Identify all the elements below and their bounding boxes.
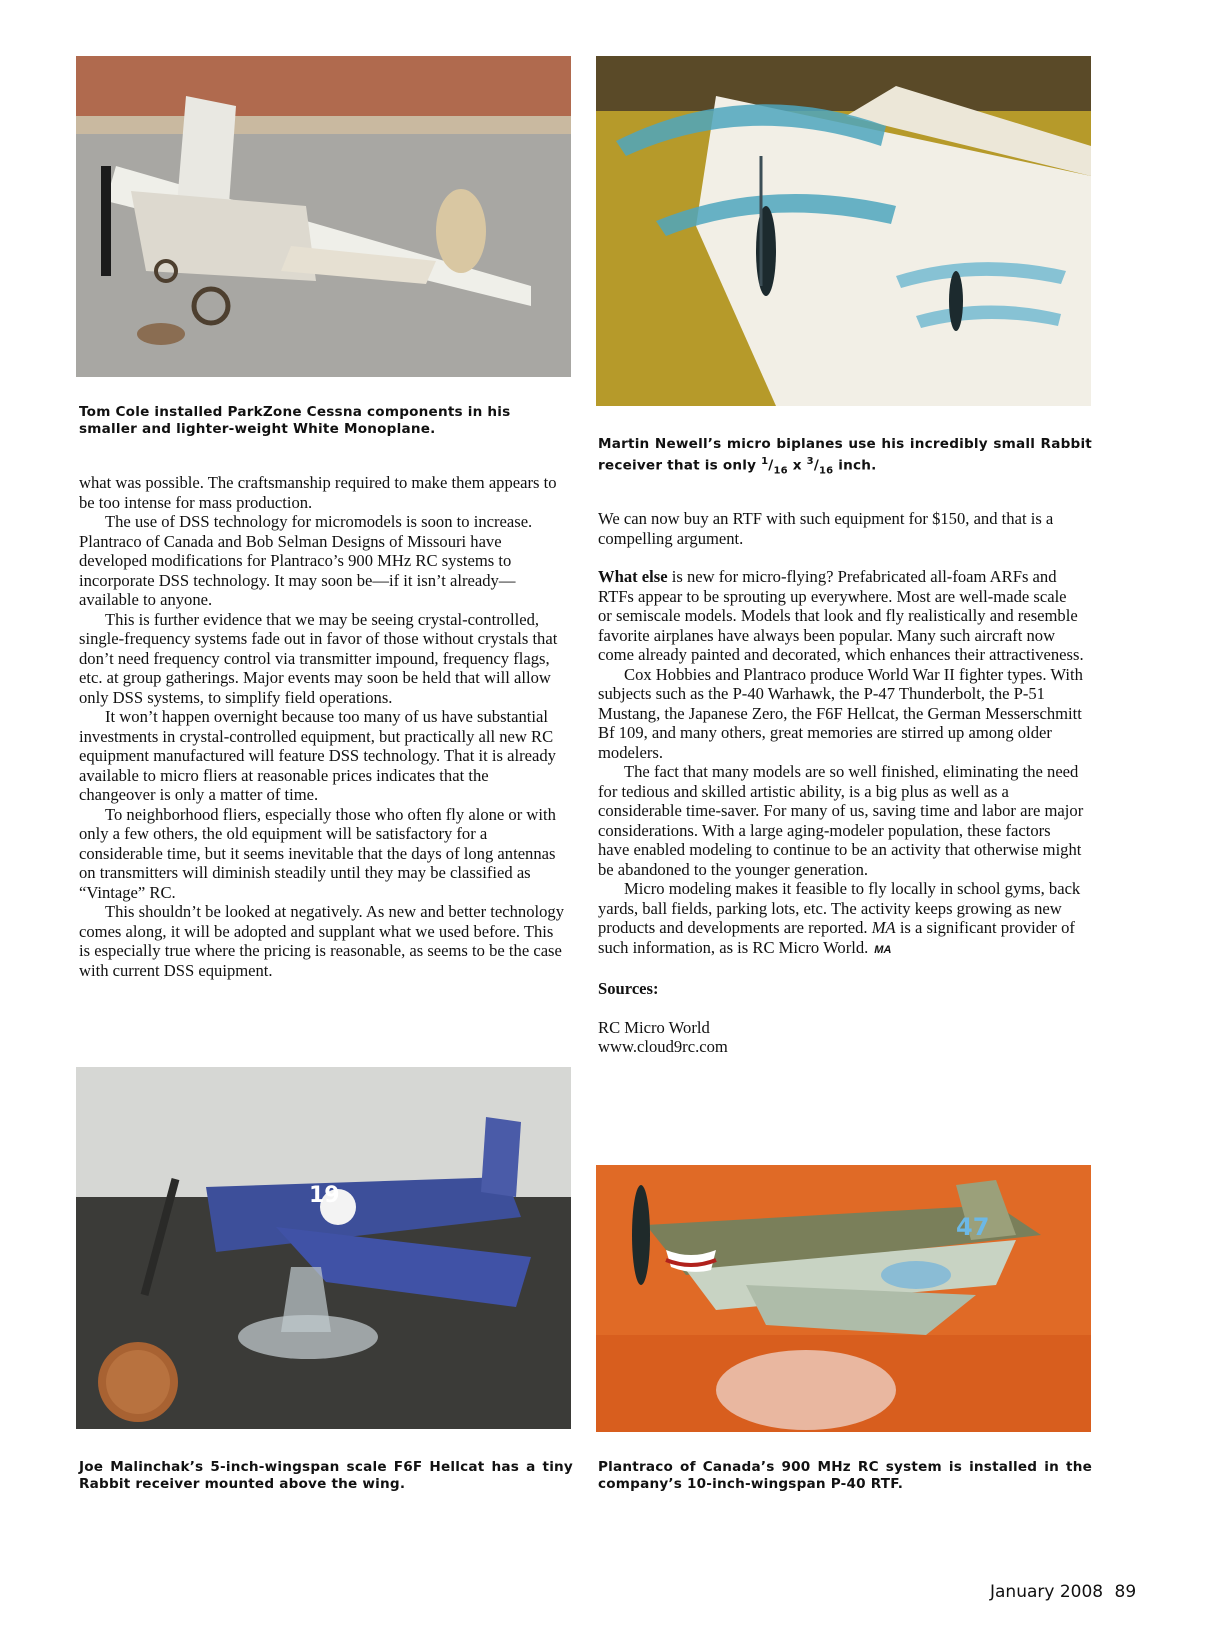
page-footer <box>990 1582 1136 1602</box>
left-para-1: what was possible. The craftsmanship required to make them appears to be too intense for mass production. <box>79 473 557 512</box>
f6f-hellcat-image <box>76 1067 571 1429</box>
caption-p40 <box>598 1459 1092 1493</box>
caption-f6f-hellcat-text: Joe Malinchak’s 5-inch-wingspan scale F6F Hellcat has a tiny Rabbit receiver mounted above the wing. <box>79 1459 573 1492</box>
right-para-5-a: Micro modeling makes it feasible to fly locally in school gyms, back yards, ball fields, parking lots, etc. The activity keeps growing as new products and developments are reported. <box>598 879 1081 937</box>
right-para-5-ma: MA <box>871 918 896 937</box>
photo-white-monoplane <box>76 56 571 377</box>
fraction-multiply: x <box>792 457 802 474</box>
left-para-2: The use of DSS technology for micromodels is soon to increase. Plantraco of Canada and Bob Selman Designs of Missouri have developed modifications for Plantraco’s 900 MHz RC systems to incorporate DSS technology. It may soon be—if it isn’t already—available to anyone. <box>79 512 533 609</box>
source-item-1: RC Micro World <box>598 1017 710 1037</box>
right-column <box>598 509 1084 1057</box>
page-number: 89 <box>1114 1582 1137 1602</box>
fraction-numerator-1: 1 <box>761 456 769 467</box>
right-para-5 <box>598 879 1084 960</box>
fraction-denominator-1: 16 <box>773 465 788 477</box>
right-para-3: Cox Hobbies and Plantraco produce World War II fighter types. With subjects such as the P-40 Warhawk, the P-47 Thunderbolt, the P-51 Mustang, the Japanese Zero, the F6F Hellcat, the German Messerschmitt Bf 109, and many others, great memories are stirred up among older modelers. <box>598 664 1083 762</box>
caption-f6f-hellcat <box>79 1459 573 1493</box>
end-mark-ma: MA <box>874 943 892 956</box>
right-para-5-b: is a significant provider of such information, as is RC Micro World. <box>598 918 1075 957</box>
caption-micro-biplanes: Martin Newell’s micro biplanes use his incredibly small Rabbit receiver that is only $^1/_{16}$ x $^3/_{16}$ inch. <box>598 436 1092 477</box>
right-para-4: The fact that many models are so well finished, eliminating the need for tedious and skilled artistic ability, is a big plus as well as a considerable time-saver. For many of us, saving time and labor are major considerations. With a large aging-modeler population, these factors have enabled modeling to continue to be an activity that otherwise might be abandoned to the younger generation. <box>598 762 1084 879</box>
sources-heading <box>598 979 1084 999</box>
left-para-3: This is further evidence that we may be seeing crystal-controlled, single-frequency systems fade out in favor of those without crystals that don’t need frequency control via transmitter impound, frequency flags, etc. at group gatherings. Major events may soon be held that will allow only DSS systems, to simplify field operations. <box>79 609 558 707</box>
left-para-4: It won’t happen overnight because too many of us have substantial investments in crystal-controlled equipment, but practically all new RC equipment manufactured will feature DSS technology. That it is already available to micro fliers at reasonable prices indicates that the changeover is only a matter of time. <box>79 707 556 804</box>
caption-white-monoplane-text: Tom Cole installed ParkZone Cessna components in his smaller and lighter-weight White Monoplane. <box>79 404 511 437</box>
issue-date: January 2008 <box>990 1582 1104 1602</box>
right-para-2-body: is new for micro-flying? Prefabricated all-foam ARFs and RTFs appear to be sprouting up everywhere. Most are well-made scale or semiscale models. Models that look and fly realistically and resemble favorite airplanes have always been popular. Many such aircraft now come already painted and decorated, which enhances their attractiveness. <box>598 567 1084 664</box>
right-para-2 <box>598 567 1084 665</box>
photo-p40 <box>596 1165 1091 1432</box>
p40-image <box>596 1165 1091 1432</box>
caption-white-monoplane <box>79 404 573 438</box>
left-para-6: This shouldn’t be looked at negatively. As new and better technology comes along, it will be adopted and supplant what we used before. This is especially true where the pricing is reasonable, as seems to be the case with current DSS equipment. <box>79 902 564 980</box>
sources-title: Sources: <box>598 979 659 998</box>
fraction-numerator-2: 3 <box>806 456 814 467</box>
caption-micro-biplanes-text: Martin Newell’s micro biplanes use his incredibly small Rabbit receiver that is only <box>598 436 1092 474</box>
caption-unit: inch. <box>838 457 877 474</box>
hellcat-number: 19 <box>309 1183 340 1208</box>
fraction-denominator-2: 16 <box>818 465 834 477</box>
left-para-5: To neighborhood fliers, especially those who often fly alone or with only a few others, the old equipment will be satisfactory for a considerable time, but it seems inevitable that the days of long antennas on transmitters will diminish steadily until they may be classified as “Vintage” RC. <box>79 804 556 902</box>
photo-f6f-hellcat <box>76 1067 571 1429</box>
micro-biplanes-image <box>596 56 1091 406</box>
source-item-2: www.cloud9rc.com <box>598 1037 728 1056</box>
left-column <box>79 473 565 980</box>
caption-p40-text: Plantraco of Canada’s 900 MHz RC system is installed in the company’s 10-inch-wingspan P-40 RTF. <box>598 1459 1092 1492</box>
p40-number: 47 <box>956 1213 990 1241</box>
right-para-2-lead: What else <box>598 567 668 586</box>
right-para-1: We can now buy an RTF with such equipment for $150, and that is a compelling argument. <box>598 509 1054 548</box>
white-monoplane-image <box>76 56 571 377</box>
photo-micro-biplanes <box>596 56 1091 406</box>
